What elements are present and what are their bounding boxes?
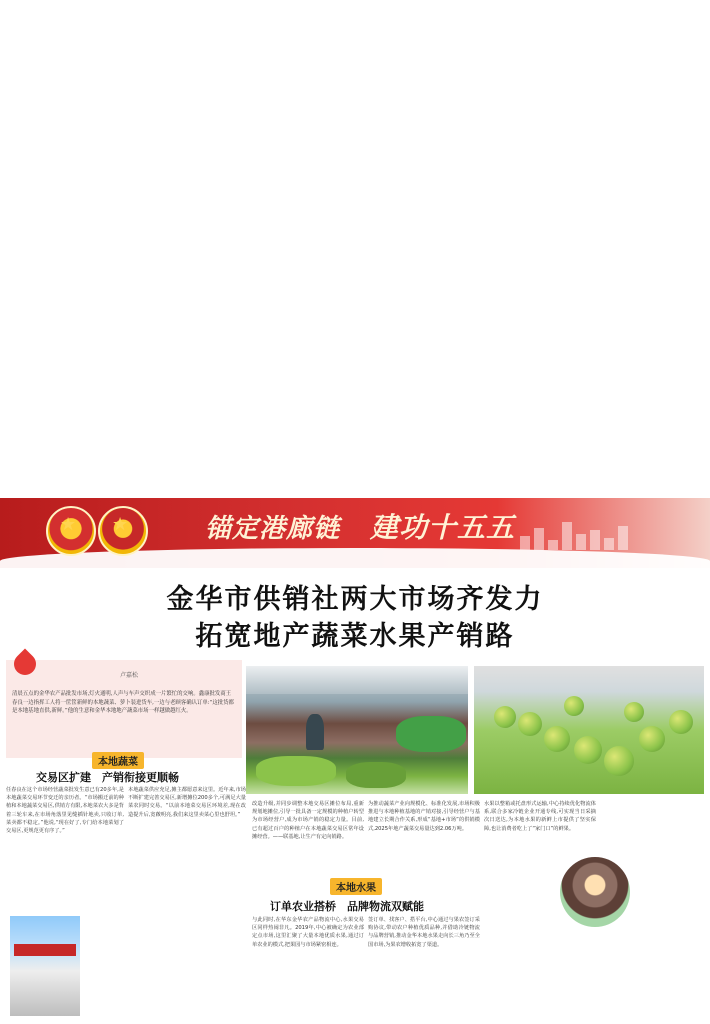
vegetable-pile bbox=[396, 716, 466, 752]
fruit bbox=[494, 706, 516, 728]
vendor-figure bbox=[306, 714, 324, 750]
store-photo bbox=[10, 916, 80, 1016]
subhead-fruit: 订单农业搭桥 品牌物流双赋能 bbox=[270, 900, 424, 913]
national-emblem-icon: ★ bbox=[46, 506, 96, 556]
fruit bbox=[574, 736, 602, 764]
skyline-decoration bbox=[520, 520, 660, 550]
author-byline: 卢嘉松 bbox=[120, 672, 139, 679]
headline-line2: 拓宽地产蔬菜水果产销路 bbox=[195, 621, 515, 652]
fruit-column-2: 签订单、找客户、搭平台,中心通过与果农签订采购协议,带动农户种植优质品种,并借助冷链物流与品牌营销,推动金华本地水果走向长三角乃至全国市场,为果农增收拓宽了渠道。 bbox=[368, 917, 480, 948]
fruit-column-1: 与此同时,在华东金华农产品物流中心,水果交易区同样热闹非凡。2019年,中心被确定为农业部定点市场,这里汇聚了大量本地优质水果,通过订单农业的模式,把果园与市场紧密相连。 bbox=[252, 917, 364, 948]
fruit-column-3: 水果以整箱或托盘形式运输,中心持续优化物流体系,联合多家冷链企业开通专线,可实现当日采摘次日送达,为本地水果的新鲜上市提供了坚实保障,也让消费者吃上了“家门口”的鲜果。 bbox=[484, 801, 596, 832]
subhead-vegetables: 交易区扩建 产销衔接更顺畅 bbox=[36, 771, 179, 784]
lede-paragraph: 清晨五点的金华农产品批发市场,灯火通明,人声与车声交织成一片繁忙的交响。鑫康批发商王春良一边指挥工人将一筐筐新鲜的本地蔬菜、萝卜装进货车,一边与老顾客确认订单:“这批货都是本地基地直供,新鲜。”他的生意和金华本地地产蔬菜市场一样越做越红火。 bbox=[12, 691, 234, 714]
vegetable-pile bbox=[256, 756, 336, 786]
veg-column-4: 为推动蔬菜产业向规模化、标准化发展,市场积极推进与本地种植基地的产销对接,引导经营户与基地建立长期合作关系,形成“基地+市场”的供销模式,2025年地产蔬菜交易量达到2.06万吨。 bbox=[368, 801, 480, 832]
veg-column-1: 任春良在这个市场经营蔬菜批发生意已有20多年,是本地蔬菜交易环节变迁的亲历者。“市场搬迁前的种植和本地蔬菜交易区,供销方有限,本地菜农大多是背着三轮车来,在市场角落里见缝插针地卖,只收订单,菜卖都不稳定。”他说,“现在好了,专门给本地菜划了交易区,更规范更有序了。” bbox=[6, 787, 124, 835]
store-sign bbox=[14, 944, 76, 956]
market-roof bbox=[246, 666, 468, 694]
headline-line1: 金华市供销社两大市场齐发力 bbox=[166, 584, 544, 615]
veg-column-2: 本地蔬菜供应充足,摊主都愿意来这里。近年来,市场不断扩建完善交易区,新增摊位200多个,可满足大量菜农同时交易。“以前本地菜交易区环境差,现在改造提升后,宽敞明亮,我们来这里卖菜心里也舒坦。” bbox=[128, 787, 246, 818]
section-tag-vegetables: 本地蔬菜 bbox=[92, 752, 144, 769]
banner-title-part2: 建功十五五 bbox=[370, 511, 516, 544]
vegetable-pile bbox=[346, 762, 406, 788]
cppcc-emblem-icon: ★ bbox=[98, 506, 148, 556]
fruit bbox=[564, 696, 584, 716]
section-tag-fruit: 本地水果 bbox=[330, 878, 382, 895]
fruit bbox=[544, 726, 570, 752]
fruit bbox=[639, 726, 665, 752]
fruit bbox=[604, 746, 634, 776]
banner-title-part1: 锚定港廊链 bbox=[205, 514, 341, 544]
fruit bbox=[669, 710, 693, 734]
market-photo bbox=[246, 666, 468, 794]
veg-column-3: 改造升级,并同步调整本地交易区摊位布局,重新规划地摊位,引导一批具备一定规模的种植户转型为市场经营户,成为市场产销的稳定力量。目前,已有超过百户的种植户在本地蔬菜交易区常年设摊经营。——联基地,让生产有定向销路。 bbox=[252, 801, 364, 840]
banner-wave bbox=[0, 548, 710, 568]
fruit bbox=[518, 712, 542, 736]
people-photo bbox=[560, 857, 630, 927]
blank-area bbox=[0, 0, 710, 498]
fruit bbox=[624, 702, 644, 722]
fruit-photo bbox=[474, 666, 704, 794]
